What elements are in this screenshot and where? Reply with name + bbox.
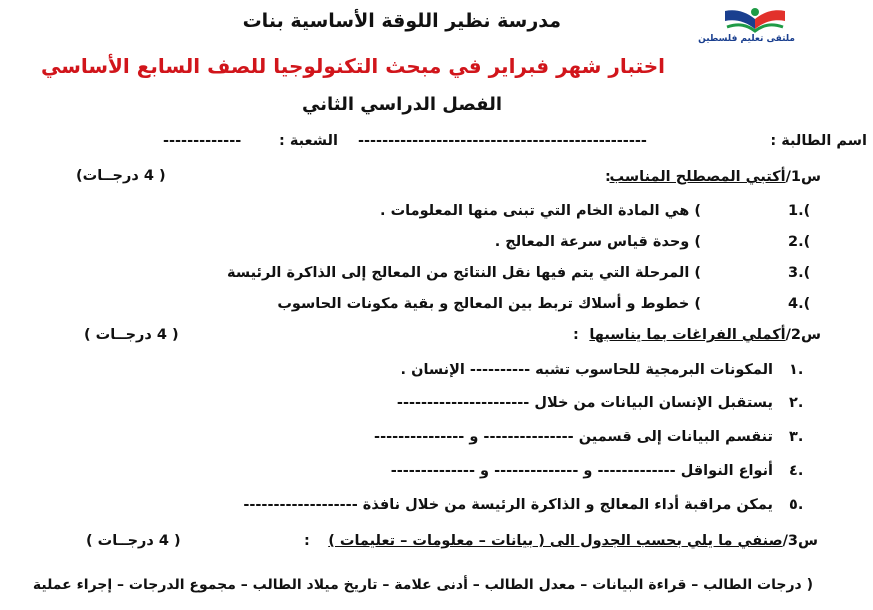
exam-title: اختبار شهر فبراير في مبحث التكنولوجيا للصف السابع الأساسي (40, 54, 665, 78)
q2-label (589, 327, 821, 343)
q1-colon: : (605, 169, 611, 185)
school-name: مدرسة نظير اللوقة الأساسية بنات (242, 10, 561, 32)
q2-instruction: أكملي الفراغات بما يناسبها (589, 327, 786, 343)
q1-item-4-num: 4.( (788, 296, 811, 312)
q1-item-4-text: ) خطوط و أسلاك تربط بين المعالج و بقية مكونات الحاسوب (277, 296, 701, 312)
q2-item-2-num: ٢. (789, 395, 804, 411)
q2-item-5-text: يمكن مراقبة أداء المعالج و الذاكرة الرئيسة من خلال نافذة ------------------- (243, 497, 773, 513)
q2-colon: : (573, 327, 579, 343)
q2-item-3-text: تنقسم البيانات إلى قسمين --------------- و --------------- (374, 429, 773, 445)
q2-grade: ( 4 درجــات ) (84, 327, 179, 343)
logo-caption: ملتقى تعليم فلسطين (698, 34, 795, 44)
section-blank: ------------- (163, 133, 242, 149)
q2-item-1-num: ١. (789, 362, 804, 378)
q3-label (328, 533, 818, 549)
q2-item-2-text: يستقبل الإنسان البيانات من خلال ---------------------- (396, 395, 773, 411)
student-name-blank: ------------------------------------------------ (358, 133, 647, 149)
open-book-icon (715, 3, 795, 37)
q3-grade: ( 4 درجــات ) (86, 533, 181, 549)
q2-number: س2/ (785, 327, 821, 343)
q1-item-1-num: 1.( (788, 203, 811, 219)
q2-item-1-text: المكونات البرمجية للحاسوب تشبه ---------- الإنسان . (400, 362, 773, 378)
q1-number: س1/ (785, 169, 821, 185)
q1-item-3-text: ) المرحلة التي يتم فيها نقل النتائج من المعالج إلى الذاكرة الرئيسة (227, 265, 701, 281)
q1-label (610, 169, 821, 185)
q3-terms: ( درجات الطالب – قراءة البيانات – معدل الطالب – أدنى علامة – تاريخ ميلاد الطالب – مجموع الدرجات – إجراء عملية (32, 577, 813, 593)
q3-instruction: صنفي ما يلي بحسب الجدول الى ( بيانات – معلومات – تعليمات ) (328, 533, 783, 549)
q2-item-4-num: ٤. (789, 463, 804, 479)
q3-colon: : (304, 533, 310, 549)
student-name-label: اسم الطالبة : (770, 133, 867, 149)
q2-item-3-num: ٣. (789, 429, 804, 445)
q2-item-5-num: ٥. (789, 497, 804, 513)
q1-grade: ( 4 درجــات) (76, 168, 166, 184)
q2-item-4-text: أنواع النواقل ------------- و -------------- و -------------- (390, 463, 773, 479)
q1-instruction: أكتبي المصطلح المناسب (609, 169, 786, 185)
section-label: الشعبة : (279, 133, 338, 149)
q1-item-1-text: ) هي المادة الخام التي تبنى منها المعلومات . (380, 203, 701, 219)
q1-item-2-num: 2.( (788, 234, 811, 250)
q1-item-3-num: 3.( (788, 265, 811, 281)
school-logo (698, 3, 795, 44)
q3-number: س3/ (782, 533, 818, 549)
term-label: الفصل الدراسي الثاني (302, 94, 502, 115)
q1-item-2-text: ) وحدة قياس سرعة المعالج . (494, 234, 701, 250)
